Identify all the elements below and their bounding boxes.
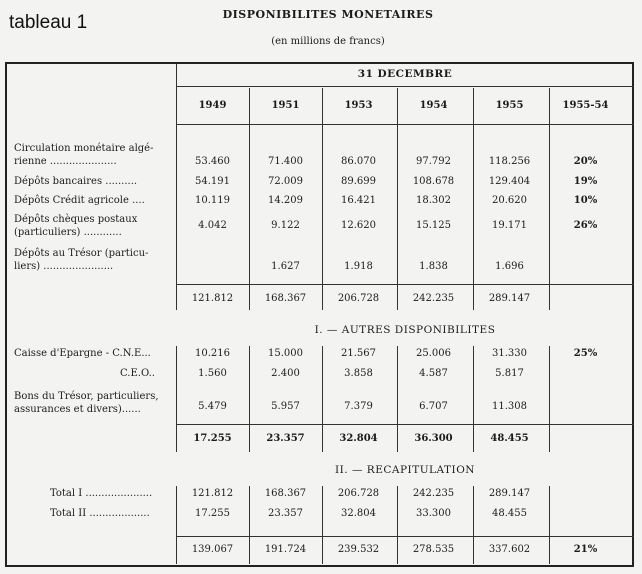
table-cell: 25% [573, 348, 598, 359]
table-cell: 289.147 [488, 488, 531, 499]
table-cell: 9.122 [271, 220, 300, 231]
table-cell: 108.678 [412, 176, 455, 187]
table-cell: 10% [573, 195, 598, 206]
table-cell: 337.602 [488, 544, 531, 555]
column-header: 1955-54 [562, 100, 609, 111]
table-cell: 21.567 [341, 348, 376, 359]
table-cell: 1.627 [271, 261, 300, 272]
row-label: Total II ................... [50, 508, 150, 519]
header-31-decembre: 31 DECEMBRE [357, 68, 453, 80]
column-header: 1949 [198, 100, 227, 111]
tableau-tag: tableau 1 [9, 12, 88, 33]
table-cell: 97.792 [416, 156, 451, 167]
table-cell: 168.367 [264, 293, 307, 304]
table-cell: 20.620 [492, 195, 527, 206]
table-cell: 23.357 [266, 433, 305, 444]
table-subtitle: (en millions de francs) [271, 36, 385, 47]
table-cell: 1.696 [495, 261, 524, 272]
table-cell: 31.330 [492, 348, 527, 359]
row-label: rienne ..................... [14, 156, 117, 167]
table-cell: 5.817 [495, 368, 524, 379]
row-label: Dépôts chèques postaux [14, 214, 138, 225]
table-cell: 118.256 [488, 156, 531, 167]
table-cell: 72.009 [268, 176, 303, 187]
row-label: Dépôts bancaires .......... [14, 176, 138, 187]
table-cell: 15.125 [416, 220, 451, 231]
column-header: 1953 [344, 100, 373, 111]
table-cell: 168.367 [264, 488, 307, 499]
table-cell: 7.379 [344, 401, 373, 412]
table-cell: 15.000 [268, 348, 303, 359]
table-cell: 10.216 [195, 348, 230, 359]
row-label: Bons du Trésor, particuliers, [14, 391, 159, 402]
table-cell: 5.479 [198, 401, 227, 412]
row-label: liers) ...................... [14, 261, 114, 272]
column-divider [549, 346, 550, 452]
header-rule [176, 124, 634, 125]
table-cell: 23.357 [268, 508, 303, 519]
table-cell: 1.560 [198, 368, 227, 379]
table-cell: 1.918 [344, 261, 373, 272]
table-cell: 36.300 [414, 433, 453, 444]
table-cell: 206.728 [337, 488, 380, 499]
table-cell: 17.255 [193, 433, 232, 444]
table-cell: 48.455 [490, 433, 529, 444]
section-heading: I. — AUTRES DISPONIBILITES [314, 324, 496, 336]
table-cell: 3.858 [344, 368, 373, 379]
row-label: Caisse d'Epargne - C.N.E... [14, 348, 151, 359]
table-cell: 1.838 [419, 261, 448, 272]
table-cell: 20% [573, 156, 598, 167]
header-rule [176, 86, 634, 87]
row-label: C.E.O.. [120, 368, 155, 379]
table-cell: 278.535 [412, 544, 455, 555]
row-label: (particuliers) ............ [14, 227, 122, 238]
table-cell: 19.171 [492, 220, 527, 231]
table-cell: 191.724 [264, 544, 307, 555]
table-cell: 71.400 [268, 156, 303, 167]
table-cell: 18.302 [416, 195, 451, 206]
total-rule [176, 536, 634, 537]
section-heading: II. — RECAPITULATION [335, 464, 475, 476]
total-rule [176, 284, 634, 285]
row-label: Dépôts Crédit agricole .... [14, 195, 145, 206]
table-cell: 242.235 [412, 488, 455, 499]
column-header: 1951 [271, 100, 300, 111]
table-cell: 139.067 [191, 544, 234, 555]
table-cell: 11.308 [492, 401, 527, 412]
table-cell: 10.119 [195, 195, 230, 206]
table-cell: 32.804 [339, 433, 378, 444]
row-label: assurances et divers)...... [14, 404, 141, 415]
table-cell: 32.804 [341, 508, 376, 519]
table-cell: 5.957 [271, 401, 300, 412]
table-cell: 25.006 [416, 348, 451, 359]
table-cell: 86.070 [341, 156, 376, 167]
total-rule [176, 424, 634, 425]
row-label: Total I ..................... [50, 488, 153, 499]
column-header: 1955 [495, 100, 524, 111]
table-cell: 33.300 [416, 508, 451, 519]
table-cell: 242.235 [412, 293, 455, 304]
table-cell: 289.147 [488, 293, 531, 304]
table-cell: 54.191 [195, 176, 230, 187]
table-cell: 89.699 [341, 176, 376, 187]
row-label: Circulation monétaire algé- [14, 143, 154, 154]
table-cell: 21% [573, 544, 598, 555]
table-cell: 19% [573, 176, 598, 187]
table-cell: 48.455 [492, 508, 527, 519]
table-cell: 239.532 [337, 544, 380, 555]
column-header: 1954 [419, 100, 448, 111]
table-cell: 4.587 [419, 368, 448, 379]
table-title: DISPONIBILITES MONETAIRES [222, 8, 434, 21]
table-cell: 16.421 [341, 195, 376, 206]
table-cell: 14.209 [268, 195, 303, 206]
row-label: Dépôts au Trésor (particu- [14, 248, 149, 259]
table-cell: 4.042 [198, 220, 227, 231]
table-cell: 6.707 [419, 401, 448, 412]
table-cell: 2.400 [271, 368, 300, 379]
table-cell: 53.460 [195, 156, 230, 167]
table-cell: 121.812 [191, 488, 234, 499]
table-cell: 12.620 [341, 220, 376, 231]
table-cell: 206.728 [337, 293, 380, 304]
table-cell: 121.812 [191, 293, 234, 304]
table-cell: 129.404 [488, 176, 531, 187]
table-cell: 26% [573, 220, 598, 231]
table-cell: 17.255 [195, 508, 230, 519]
